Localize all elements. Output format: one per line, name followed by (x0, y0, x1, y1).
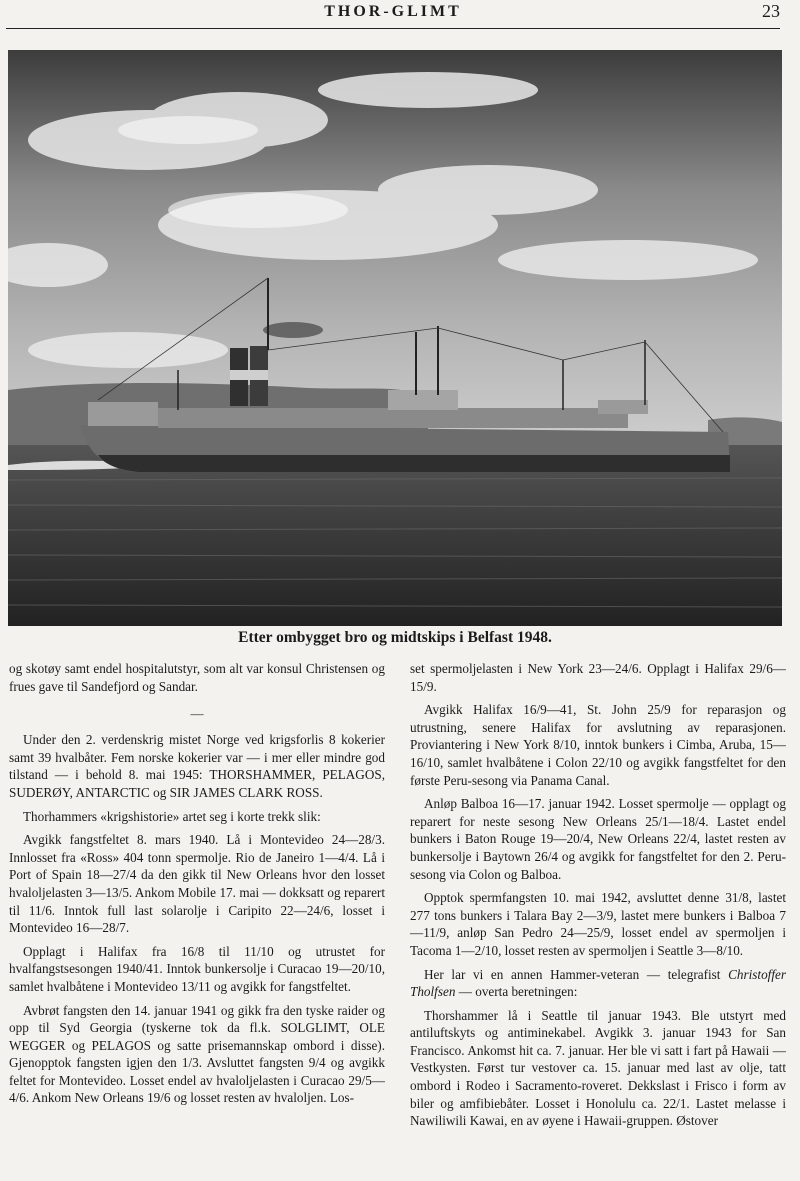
ship-illustration (8, 50, 782, 626)
intro-text-end: — overta beretningen: (458, 984, 578, 1000)
page-header (6, 0, 780, 29)
left-paragraph-2: Under den 2. verdenskrig mistet Norge ved krigsforlis 8 kokerier samt 39 hvalbåter. Fem norske kokerier var — i mer eller mindre god tilstand — i behold 8. mai 1945: THORSHAMMER, PELAGOS, SUDERØY, ANTARCTIC og SIR JAMES CLARK ROSS. (9, 732, 385, 800)
right-paragraph-1: set spermoljelasten i New York 23—24/6. Opplagt i Halifax 29/6—15/9. (410, 661, 786, 694)
left-column (9, 660, 385, 1113)
left-paragraph-1: og skotøy samt endel hospitalutstyr, som alt var konsul Christensen og frues gave til Sandefjord og Sandar. (9, 661, 385, 694)
page-number: 23 (762, 1, 780, 21)
right-column (410, 660, 786, 1136)
ship-photo (8, 50, 782, 626)
left-paragraph-3: Thorhammers «krigshistorie» artet seg i korte trekk slik: (23, 808, 321, 824)
magazine-title: THOR-GLIMT (324, 3, 462, 20)
author-name: Christoffer Tholfsen (410, 966, 786, 1000)
right-paragraph-5 (410, 966, 786, 1001)
left-paragraph-4: Avgikk fangstfeltet 8. mars 1940. Lå i Montevideo 24—28/3. Innlosset fra «Ross» 404 tonn spermolje. Rio de Janeiro 1—4/4. Lå i Port of Spain 18—27/4 da den gikk til New Orleans hvor den losset hvaloljelasten 3—13/5. Ankom Mobile 17. mai — dokksatt og reparert til 11/6. Inntok full last solarolje i Caripito 22—24/6, losset i Montevideo 16—28/7. (9, 832, 385, 936)
right-paragraph-6: Thorshammer lå i Seattle til januar 1943. Ble utstyrt med antiluftskyts og antiminekabel. Avgikk 3. januar 1943 for San Francisco. Ankomst hit ca. 7. januar. Her ble vi satt i fart på Hawaii — Vestkysten. Først tur vestover ca. 15. januar med last av olje, tatt ombord i Rodeo i Sacramento-roveret. Dekkslast i Frisco i form av biler og amfibiebåter. Losset i Honolulu ca. 22/1. Lastet melasse i Nawiliwili Kawai, en av øyene i Hawaii-gruppen. Østover (410, 1007, 786, 1129)
left-paragraph-6: Avbrøt fangsten den 14. januar 1941 og gikk fra den tyske raider og opp til Syd Georgia (tyskerne tok da fl.k. SOLGLIMT, OLE WEGGER og PELAGOS og satte prisemannskap ombord i disse). Gjenopptok fangsten igjen den 1/3. Avsluttet fangsten 9/4 og avgikk feltet for Montevideo. Losset endel av hvaloljelasten i Curacao 29/5—4/6. Ankom New Orleans 19/6 og losset resten av hvaloljen. Los- (9, 1002, 385, 1106)
right-paragraph-4: Opptok spermfangsten 10. mai 1942, avsluttet denne 31/8, lastet 277 tons bunkers i Talara Bay 2—3/9, lastet mere bunkers i Balboa 7—11/9, anløp San Pedro 24—25/9, losset endel av spermoljen i Tacoma 1—2/10, losset resten av spermoljen i Seattle 3—8/10. (410, 890, 786, 958)
section-divider: — (190, 706, 204, 722)
photo-caption: Etter ombygget bro og midtskips i Belfast 1948. (238, 629, 552, 646)
left-paragraph-5: Opplagt i Halifax fra 16/8 til 11/10 og utrustet for hvalfangstsesongen 1940/41. Inntok bunkersolje i Curacao 19—20/10, samlet hvalbåtene i Montevideo 13/11 og avgikk for fangstfeltet. (9, 943, 385, 994)
right-paragraph-3: Anløp Balboa 16—17. januar 1942. Losset spermolje — opplagt og reparert for neste sesong New Orleans 25/1—18/4. Lastet endel bunkers i Baton Rouge 19—20/4, New Orleans 22/4, lastet resten av bunkersolje i Baytown 26/4 og avgikk for fangstfeltet for den 2. Peru-sesong via Colon og Balboa. (410, 796, 786, 882)
right-paragraph-2: Avgikk Halifax 16/9—41, St. John 25/9 for reparasjon og utrustning, senere Halifax for avslutning av reparasjonen. Proviantering i New York 8/10, inntok bunkers i Cimba, Aruba, 15—16/10, samlet hvalbåtene i Colon 22/10 og avgikk fangstfeltet for den første Peru-sesong via Panama Canal. (410, 702, 786, 788)
intro-text: Her lar vi en annen Hammer-veteran — telegrafist (424, 966, 721, 982)
